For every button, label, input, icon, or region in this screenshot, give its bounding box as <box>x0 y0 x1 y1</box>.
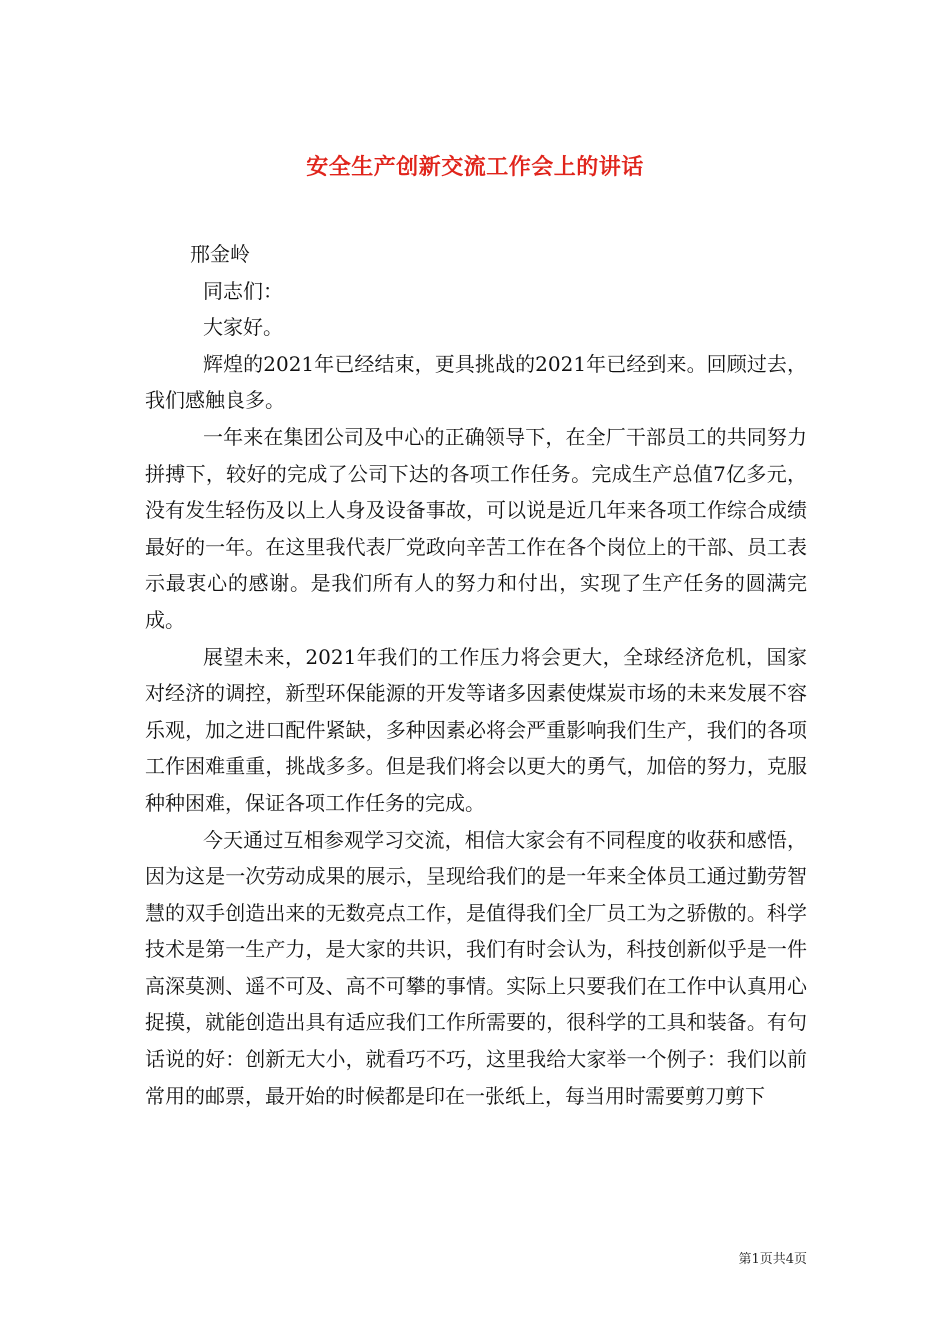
paragraph-1: 辉煌的2021年已经结束，更具挑战的2021年已经到来。回顾过去，我们感触良多。 <box>145 351 807 413</box>
paragraph-3: 展望未来，2021年我们的工作压力将会更大，全球经济危机，国家对经济的调控，新型环保能源的开发等诸多因素使煤炭市场的未来发展不容乐观，加之进口配件紧缺，多种因素必将会严重影响我们生产，我们的各项工作困难重重，挑战多多。但是我们将会以更大的勇气，加倍的努力，克服种种困难，保证各项工作任务的完成。 <box>145 644 807 815</box>
page-number-footer: 第1页共4页 <box>738 1252 807 1267</box>
document-body <box>145 236 807 1114</box>
paragraph-2: 一年来在集团公司及中心的正确领导下，在全厂干部员工的共同努力拼搏下，较好的完成了公司下达的各项工作任务。完成生产总值7亿多元，没有发生轻伤及以上人身及设备事故，可以说是近几年来各项工作综合成绩最好的一年。在这里我代表厂党政向辛苦工作在各个岗位上的干部、员工表示最衷心的感谢。是我们所有人的努力和付出，实现了生产任务的圆满完成。 <box>145 424 807 632</box>
document-title: 安全生产创新交流工作会上的讲话 <box>306 153 644 180</box>
salutation: 同志们： <box>203 278 283 303</box>
greeting: 大家好。 <box>203 315 283 340</box>
paragraph-4: 今天通过互相参观学习交流，相信大家会有不同程度的收获和感悟，因为这是一次劳动成果的展示，呈现给我们的是一年来全体员工通过勤劳智慧的双手创造出来的无数亮点工作，是值得我们全厂员工为之骄傲的。科学技术是第一生产力，是大家的共识，我们有时会认为，科技创新似乎是一件高深莫测、遥不可及、高不可攀的事情。实际上只要我们在工作中认真用心捉摸，就能创造出具有适应我们工作所需要的，很科学的工具和装备。有句话说的好：创新无大小，就看巧不巧，这里我给大家举一个例子：我们以前常用的邮票，最开始的时候都是印在一张纸上，每当用时需要剪刀剪下 <box>145 827 807 1108</box>
author-name: 邢金岭 <box>190 242 250 266</box>
